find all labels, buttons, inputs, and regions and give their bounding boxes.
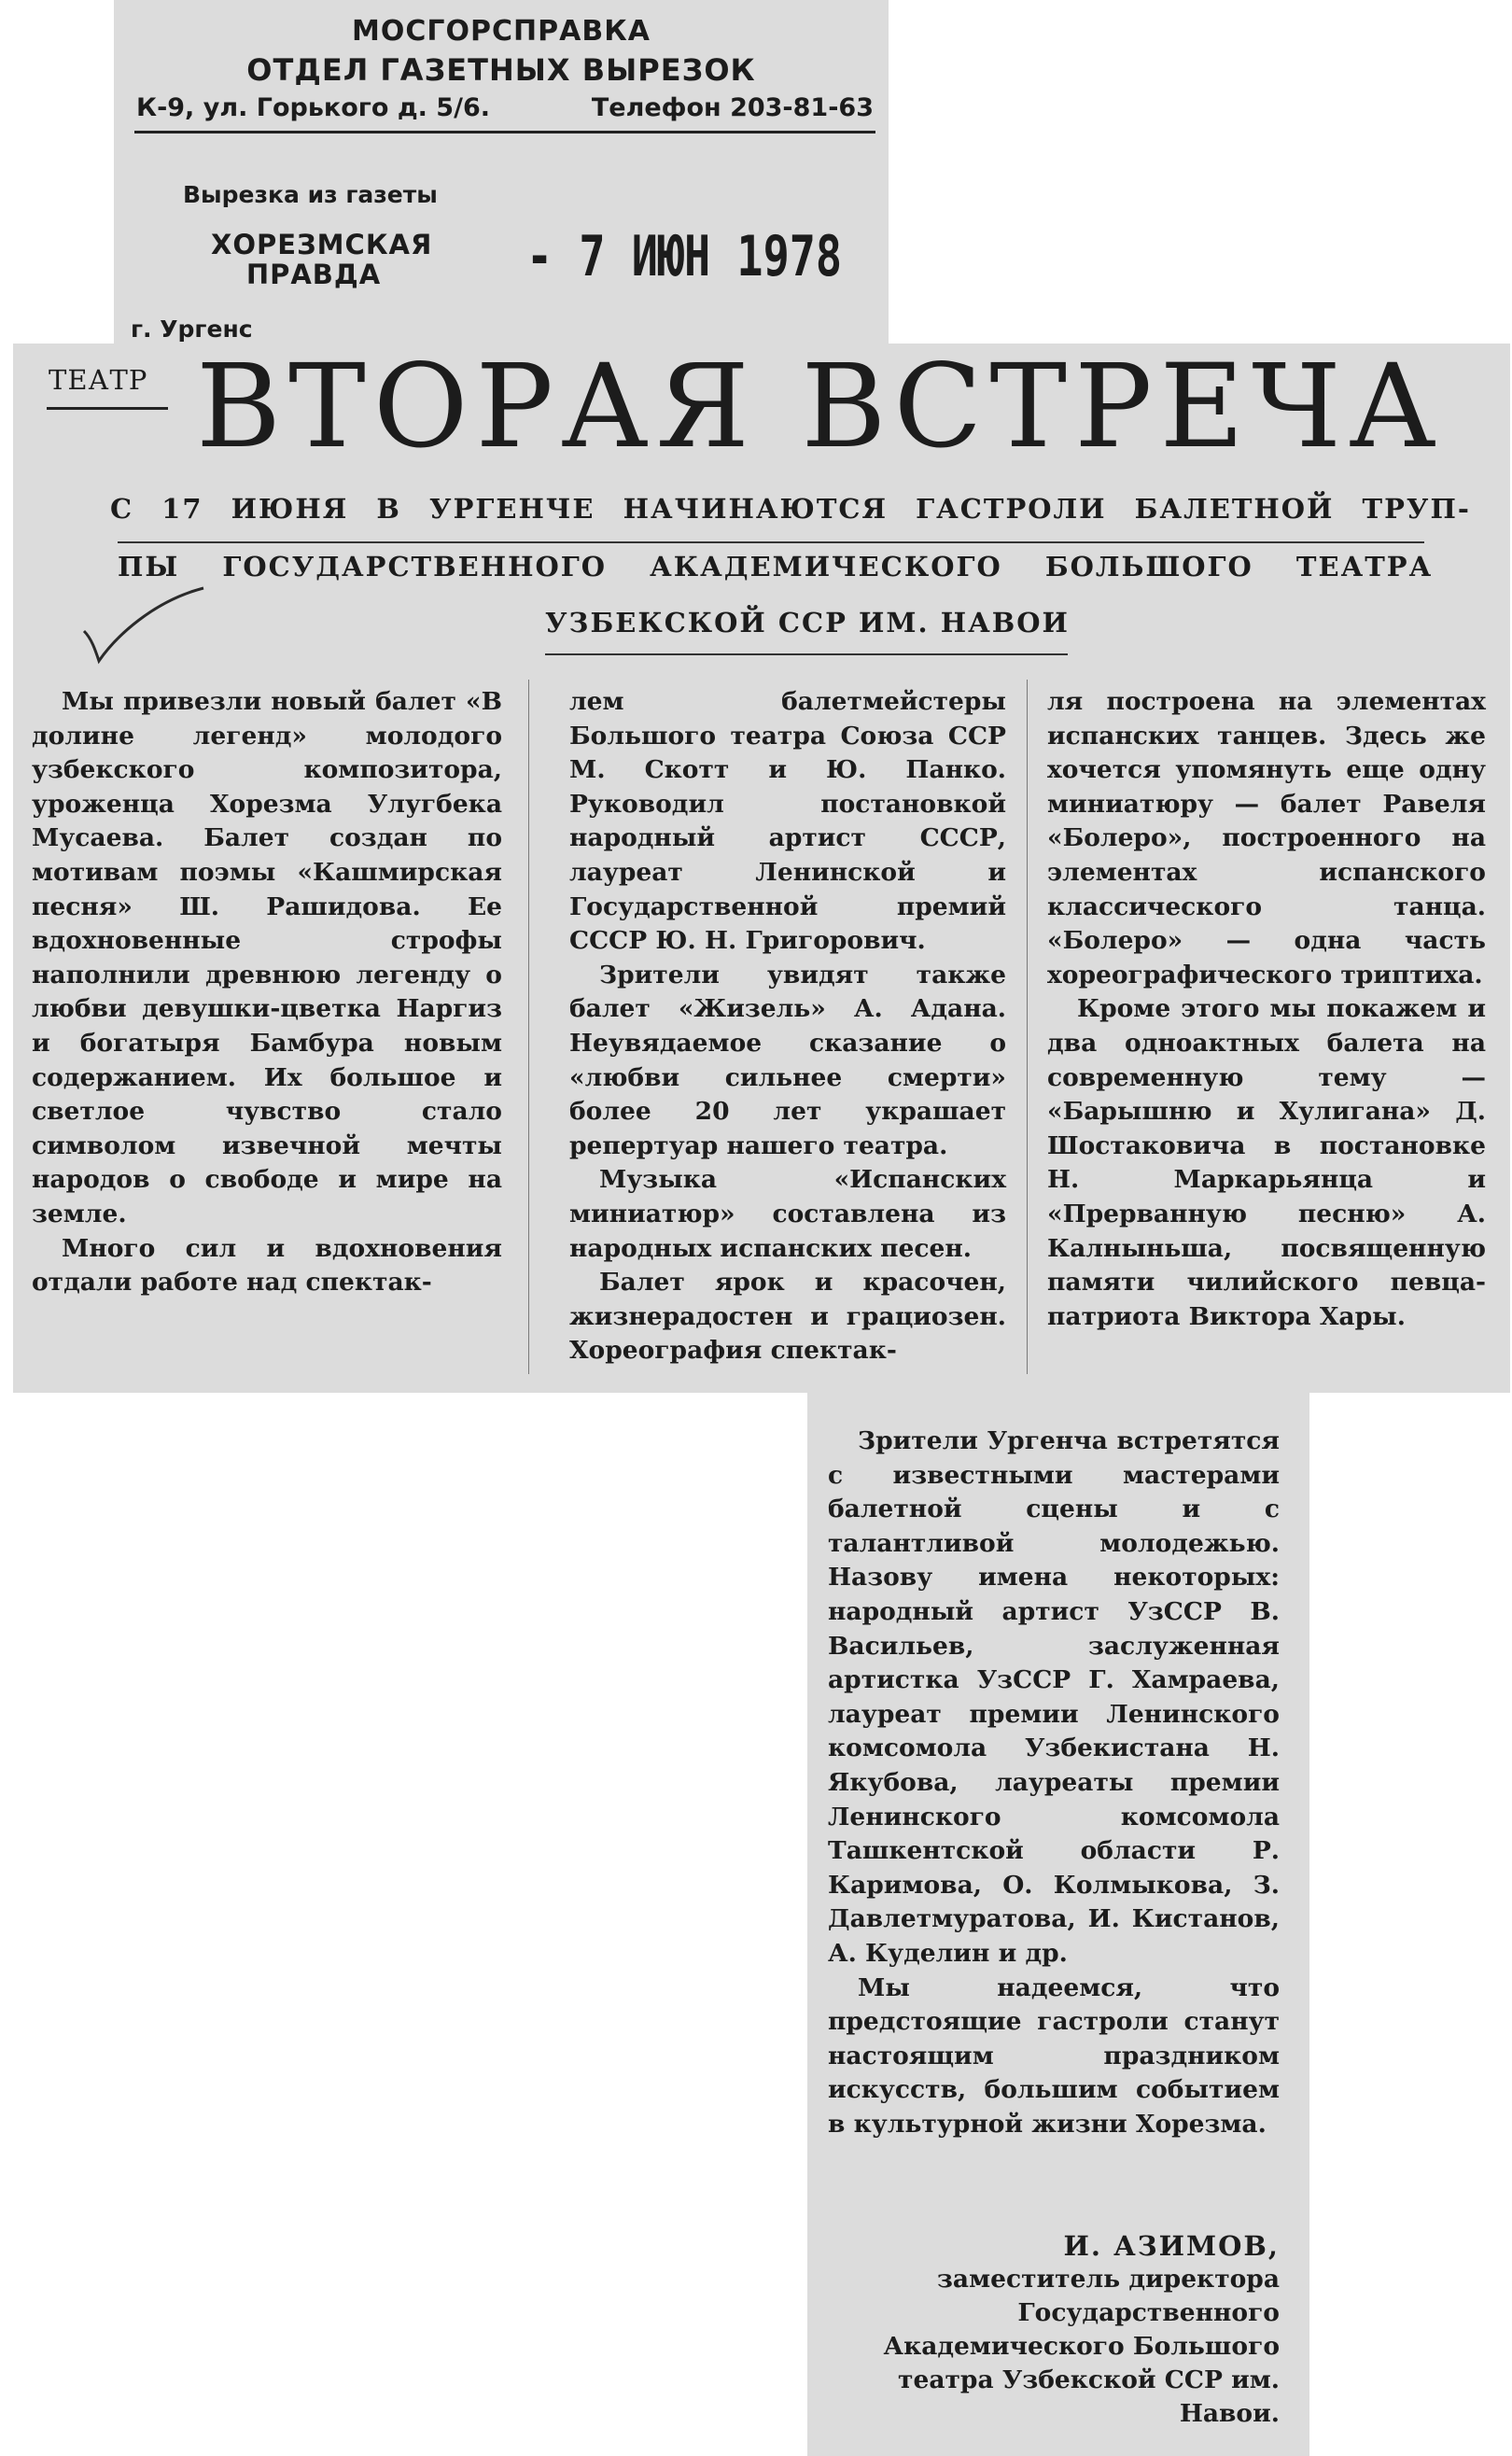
stamp-city: г. Ургенс [131, 316, 253, 343]
stamp-agency: МОСГОРСПРАВКА [352, 15, 651, 48]
article-paragraph: Мы привезли новый балет «В долине легенд» молодого узбекского композитора, уроженца Хорезма Улугбека Мусаева. Балет создан по мотивам поэмы «Кашмирская песня» Ш. Рашидова. Ее вдохновенные строфы наполнили древнюю легенду о любви девушки-цветка Наргиз и богатыря Бамбура новым содержанием. Их большое и светлое чувство стало символом извечной мечты народов о свободе и мире на земле. [32, 687, 502, 1228]
article-column-2 [569, 685, 1006, 1368]
article-subhead-line: ПЫ ГОСУДАРСТВЕННОГО АКАДЕМИЧЕСКОГО БОЛЬШОГО ТЕАТРА [118, 551, 1434, 582]
archive-stamp [114, 0, 889, 347]
article-paragraph: Зрители увидят также балет «Жизель» А. Адана. Неувядаемое сказание о «любви сильнее смерти» более 20 лет украшает репертуар нашего театра. [569, 960, 1006, 1160]
article-column-1 [32, 685, 502, 1300]
article-subhead-line: УЗБЕКСКОЙ ССР ИМ. НАВОИ [545, 607, 1070, 639]
article-paragraph: Балет ярок и красочен, жизнерадостен и грациозен. Хореография спектак- [569, 1268, 1006, 1366]
article-subhead-line: С 17 ИЮНЯ В УРГЕНЧЕ НАЧИНАЮТСЯ ГАСТРОЛИ БАЛЕТНОЙ ТРУП- [110, 493, 1471, 525]
stamp-newspaper-name: ХОРЕЗМСКАЯ ПРАВДА [211, 229, 433, 290]
author-signature [828, 2229, 1280, 2431]
article-paragraph: Музыка «Испанских миниатюр» составлена из народных испанских песен. [569, 1165, 1006, 1263]
article-continuation [807, 1393, 1309, 2456]
subhead-rule [118, 541, 1424, 543]
article-column-4 [828, 1424, 1280, 2141]
pencil-checkmark-icon [78, 582, 209, 667]
article-paragraph: Мы надеемся, что предстоящие гастроли станут настоящим праздником искусств, большим событием в культурной жизни Хорезма. [828, 1972, 1280, 2139]
newspaper-article [13, 340, 1510, 1393]
author-name: И. АЗИМОВ, [1063, 2230, 1280, 2262]
article-paragraph: лем балетмейстеры Большого театра Союза ССР М. Скотт и Ю. Панко. Руководил постановкой народный артист СССР, лауреат Ленинской и Государственной премий СССР Ю. Н. Григорович. [569, 687, 1006, 956]
article-headline: ВТОРАЯ ВСТРЕЧА [196, 340, 1444, 474]
article-paragraph: Кроме этого мы покажем и два одноактных балета на современную тему — «Барышню и Хулигана» Д. Шостаковича в постановке Н. Маркарьянца и «Прерванную песню» А. Калныньша, посвященную памяти чилийского певца-патриота Виктора Хары. [1047, 994, 1486, 1331]
stamp-clip-label: Вырезка из газеты [183, 181, 438, 208]
author-title: заместитель директора Государственного Академического Большого театра Узбекской ССР им. Навои. [883, 2265, 1280, 2428]
column-divider [528, 680, 529, 1374]
stamp-address: К-9, ул. Горького д. 5/6. [136, 93, 490, 122]
article-paragraph: ля построена на элементах испанских танцев. Здесь же хочется упомянуть еще одну миниатюру — балет Равеля «Болеро», построенного на элементах испанского классического танца. «Болеро» — одна часть хореографического триптиха. [1047, 687, 1486, 989]
stamp-department: ОТДЕЛ ГАЗЕТНЫХ ВЫРЕЗОК [246, 52, 756, 88]
stamp-rule [134, 131, 875, 133]
article-rubric: ТЕАТР [49, 364, 148, 396]
stamp-date: - 7 ИЮН 1978 [526, 224, 843, 289]
article-paragraph: Много сил и вдохновения отдали работе над спектак- [32, 1233, 502, 1298]
column-divider [1027, 680, 1028, 1374]
subhead-rule [545, 653, 1068, 655]
article-paragraph: Зрители Ургенча встретятся с известными мастерами балетной сцены и с талантливой молодежью. Назову имена некоторых: народный артист УзССР В. Васильев, заслуженная артистка УзССР Г. Хамраева, лауреат премии Ленинского комсомола Узбекистана Н. Якубова, лауреаты премии Ленинского комсомола Ташкентской области Р. Каримова, О. Колмыкова, З. Давлетмуратова, И. Кистанов, А. Куделин и др. [828, 1426, 1280, 1968]
rubric-rule [47, 407, 168, 410]
article-column-3 [1047, 685, 1486, 1334]
stamp-phone: Телефон 203-81-63 [591, 93, 874, 122]
